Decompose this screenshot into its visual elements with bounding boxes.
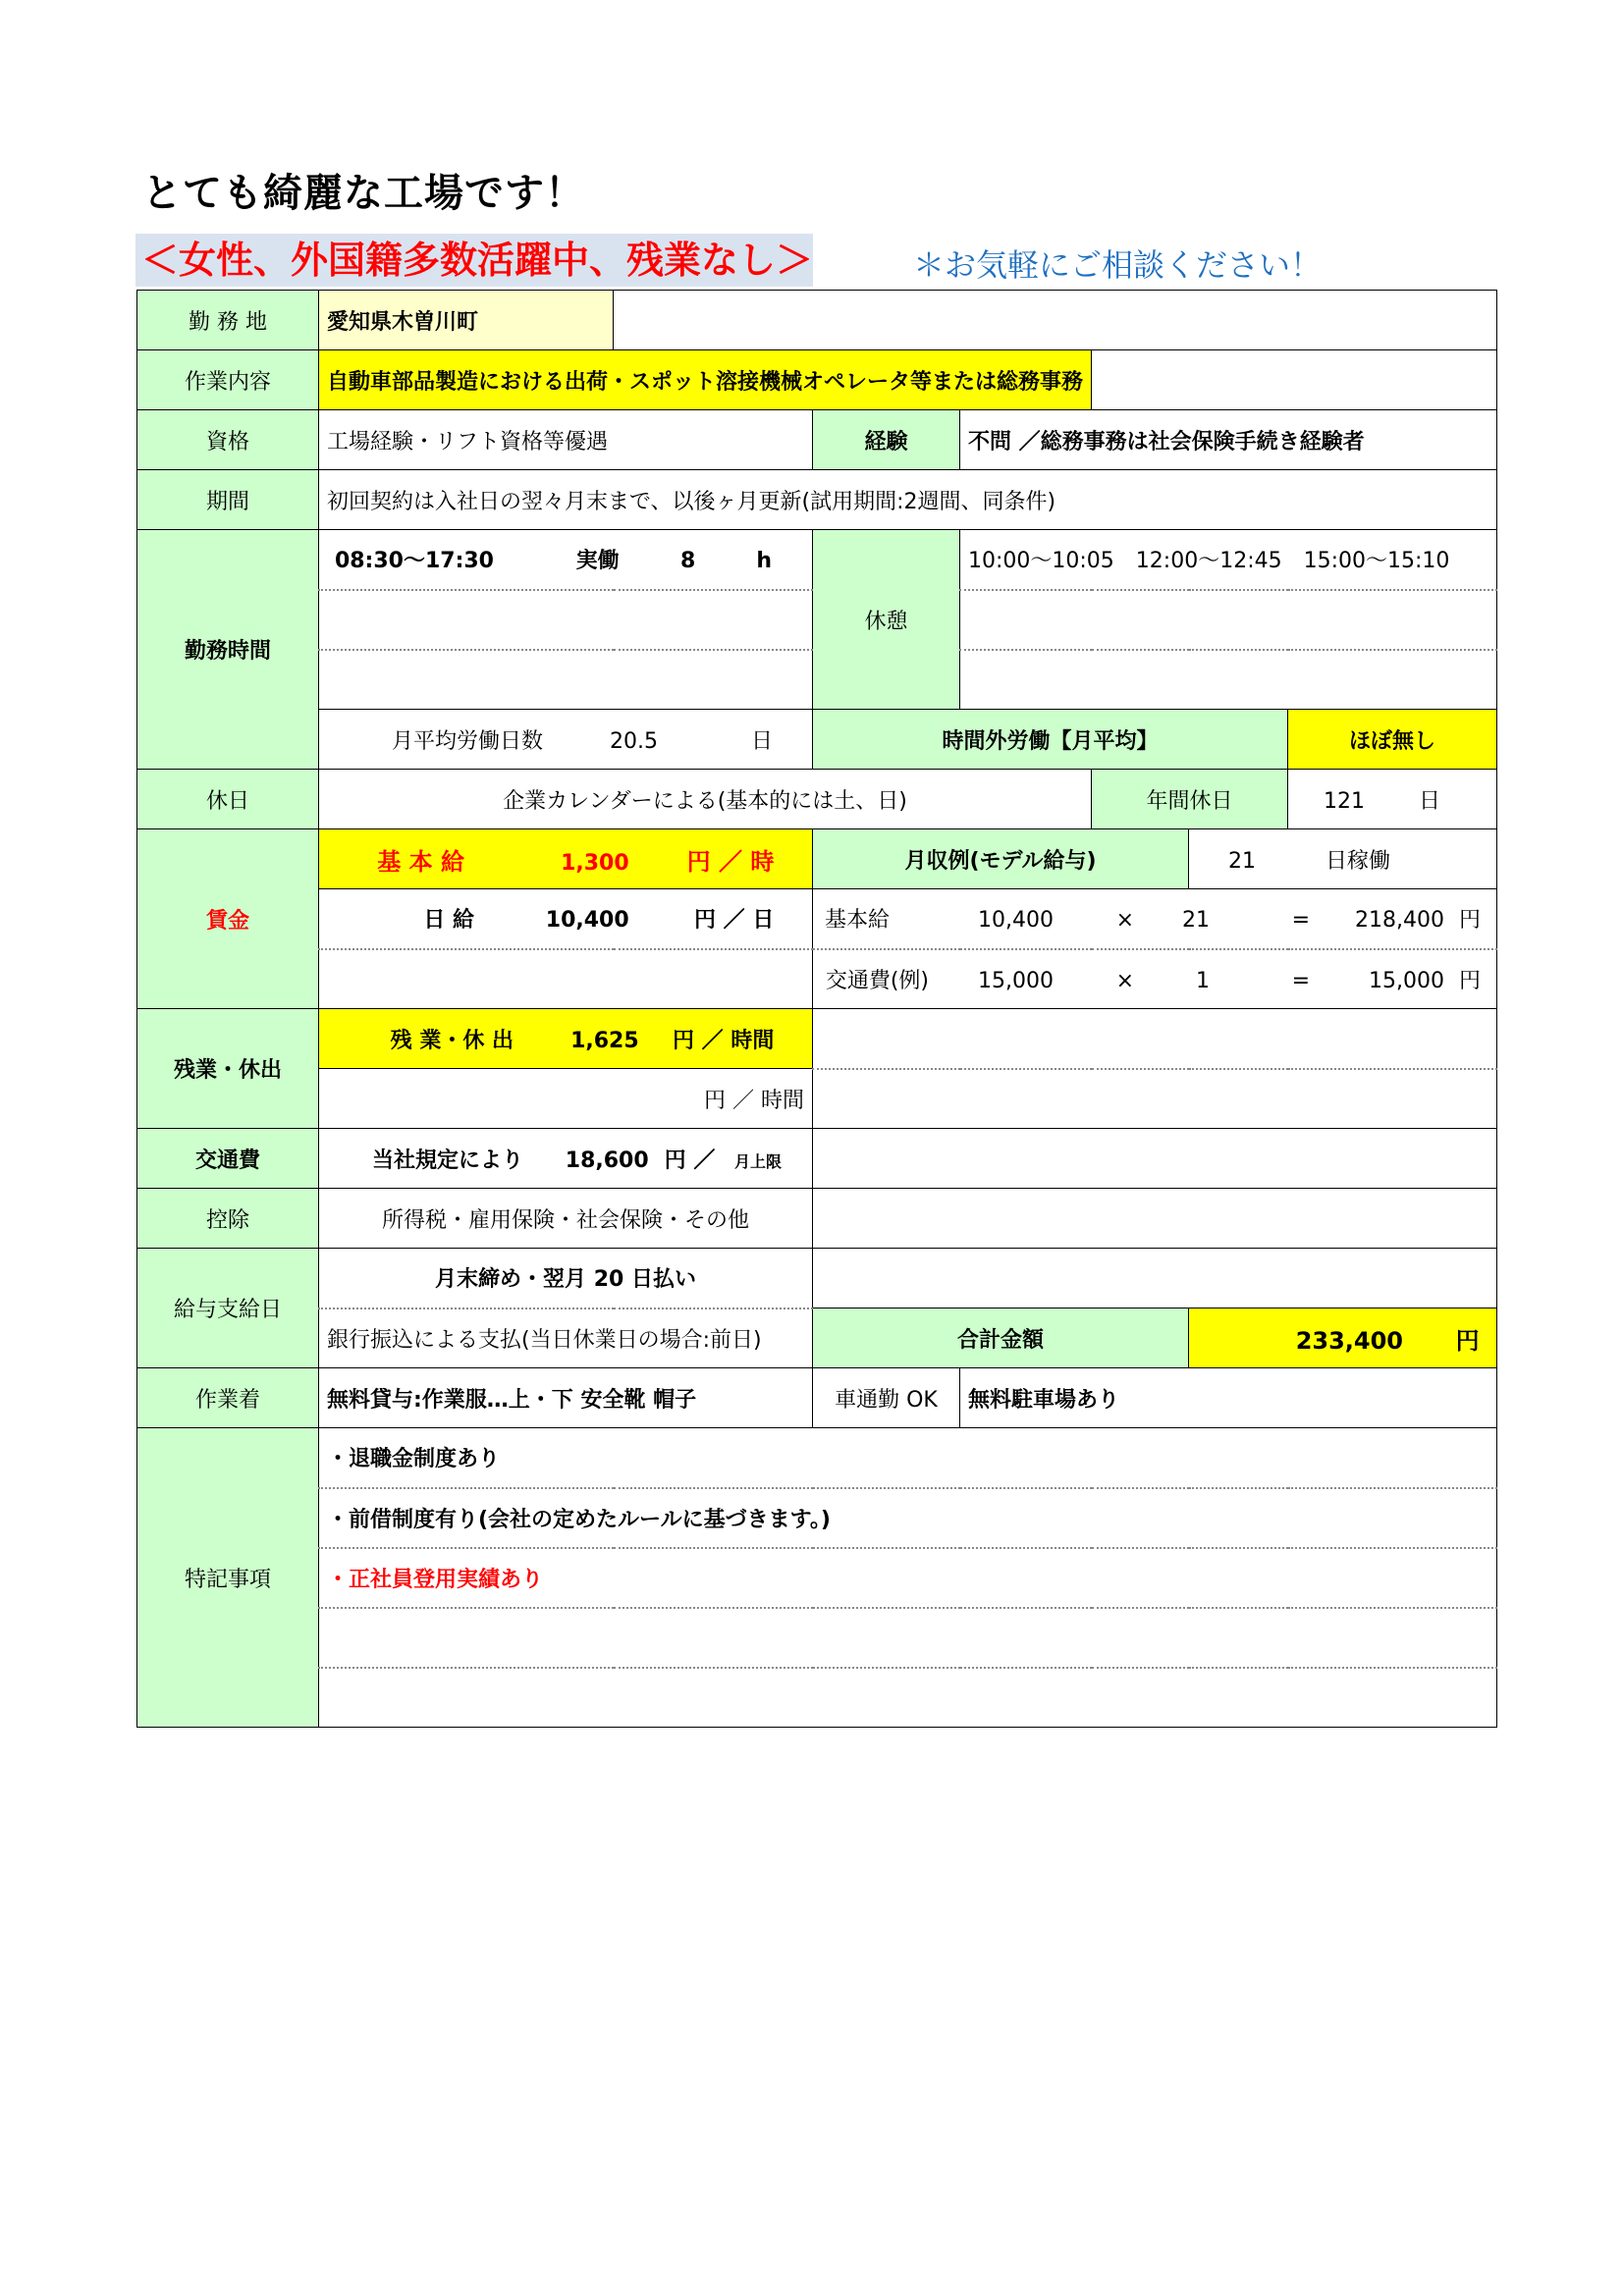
contact-note: ＊お気軽にご相談ください！	[913, 246, 1323, 284]
deduction-value: 所得税・雇用保険・社会保険・その他	[319, 1189, 813, 1249]
model-salary-label: 月収例(モデル給与)	[813, 829, 1189, 889]
annual-holiday-label: 年間休日	[1092, 770, 1288, 829]
work-hours-label: 勤務時間	[137, 530, 319, 770]
row-notes-4	[137, 1608, 1497, 1668]
note-item: ・前借制度有り(会社の定めたルールに基づきます。)	[319, 1488, 1497, 1548]
payday-value: 月末締め・翌月 20 日払い	[319, 1249, 813, 1308]
annual-holiday-unit: 日	[1418, 788, 1440, 814]
transport-label: 交通費	[137, 1129, 319, 1189]
overtime-unit: 円 ／ 時間	[673, 1028, 775, 1053]
row-wage-1	[137, 829, 1497, 889]
work-content-label: 作業内容	[137, 350, 319, 410]
row-overtime-2	[137, 1069, 1497, 1129]
row-transport	[137, 1129, 1497, 1189]
overtime-avg-label: 時間外労働【月平均】	[813, 710, 1288, 770]
model-row-name: 交通費(例)	[825, 968, 929, 993]
row-payday-2	[137, 1308, 1497, 1368]
avg-days	[319, 710, 813, 770]
wage-label: 賃金	[137, 829, 319, 1009]
overtime-avg-value: ほぼ無し	[1288, 710, 1497, 770]
payday-label: 給与支給日	[137, 1249, 319, 1368]
model-row-qty: 21	[1182, 908, 1210, 934]
work-content-value: 自動車部品製造における出荷・スポット溶接機械オペレータ等または総務事務	[319, 350, 1092, 410]
parking: 無料駐車場あり	[960, 1368, 1497, 1428]
uniform-value: 無料貸与:作業服…上・下 安全靴 帽子	[319, 1368, 813, 1428]
shift-time	[319, 530, 813, 590]
overtime-unit-2: 円 ／ 時間	[319, 1069, 813, 1129]
model-days-value: 21	[1228, 848, 1256, 874]
subtitle-banner: ＜女性、外国籍多数活躍中、残業なし＞	[135, 234, 813, 287]
transport-amount: 18,600	[565, 1148, 649, 1173]
model-row-base	[813, 889, 1497, 949]
period-label: 期間	[137, 470, 319, 530]
location-label: 勤 務 地	[137, 291, 319, 350]
job-info-table	[136, 290, 1497, 1728]
actual-value: 8	[680, 549, 696, 574]
base-pay-unit: 円 ／ 時	[686, 847, 775, 876]
total-label: 合計金額	[813, 1308, 1189, 1368]
transport-text: 当社規定により	[371, 1148, 523, 1173]
deduction-label: 控除	[137, 1189, 319, 1249]
model-row-op: ×	[1115, 908, 1134, 934]
note-item: ・正社員登用実績あり	[319, 1548, 1497, 1608]
base-pay-label: 基 本 給	[377, 847, 464, 876]
holiday-label: 休日	[137, 770, 319, 829]
model-row-amount: 10,400	[978, 908, 1054, 934]
row-qualification	[137, 410, 1497, 470]
actual-label: 実働	[575, 549, 620, 574]
row-deduction	[137, 1189, 1497, 1249]
model-row-name: 基本給	[824, 908, 890, 934]
overtime-value: 1,625	[570, 1028, 639, 1053]
bank-transfer: 銀行振込による支払(当日休業日の場合:前日)	[319, 1308, 813, 1368]
daily-pay-label: 日 給	[423, 908, 474, 934]
experience-value: 不問 ／総務事務は社会保険手続き経験者	[960, 410, 1497, 470]
row-work-hours-4	[137, 710, 1497, 770]
row-notes-5	[137, 1668, 1497, 1728]
uniform-label: 作業着	[137, 1368, 319, 1428]
notes-label: 特記事項	[137, 1428, 319, 1728]
note-item: ・退職金制度あり	[319, 1428, 1497, 1488]
total-value: 233,400	[1295, 1326, 1403, 1355]
daily-pay	[319, 889, 813, 949]
model-row-amount: 15,000	[978, 968, 1054, 993]
annual-holiday-value: 121	[1324, 788, 1365, 814]
row-wage-3	[137, 949, 1497, 1009]
total-unit: 円	[1455, 1326, 1480, 1355]
base-pay	[319, 829, 813, 889]
annual-holiday	[1288, 770, 1497, 829]
model-row-qty: 1	[1196, 968, 1210, 993]
break-label: 休憩	[813, 530, 960, 710]
car-commute: 車通勤 OK	[813, 1368, 960, 1428]
total	[1189, 1308, 1497, 1368]
experience-label: 経験	[813, 410, 960, 470]
row-notes-1	[137, 1428, 1497, 1488]
model-row-unit: 円	[1458, 908, 1481, 934]
avg-days-unit: 日	[750, 728, 773, 754]
daily-pay-value: 10,400	[545, 908, 629, 934]
base-pay-value: 1,300	[561, 850, 629, 876]
row-work-content	[137, 350, 1497, 410]
model-days-unit: 日稼働	[1325, 848, 1390, 874]
shift-value: 08:30〜17:30	[334, 549, 494, 574]
actual-unit: h	[756, 549, 773, 574]
qualification-value: 工場経験・リフト資格等優遇	[319, 410, 813, 470]
row-work-hours-1	[137, 530, 1497, 590]
row-notes-3	[137, 1548, 1497, 1608]
period-value: 初回契約は入社日の翌々月末まで、以後ヶ月更新(試用期間:2週間、同条件)	[319, 470, 1497, 530]
row-wage-2	[137, 889, 1497, 949]
model-days	[1189, 829, 1497, 889]
model-row-transport	[813, 949, 1497, 1009]
row-uniform	[137, 1368, 1497, 1428]
model-row-eq: =	[1291, 968, 1310, 993]
daily-pay-unit: 円 ／ 日	[694, 908, 775, 934]
overtime-pay	[319, 1009, 813, 1069]
row-holiday	[137, 770, 1497, 829]
transport-value	[319, 1129, 813, 1189]
row-notes-2	[137, 1488, 1497, 1548]
row-overtime-1	[137, 1009, 1497, 1069]
model-row-eq: =	[1291, 908, 1310, 934]
holiday-value: 企業カレンダーによる(基本的には土、日)	[319, 770, 1092, 829]
avg-days-label: 月平均労働日数	[391, 728, 543, 754]
transport-unit: 円 ／	[664, 1148, 716, 1173]
break-value: 10:00〜10:05 12:00〜12:45 15:00〜15:10	[960, 530, 1497, 590]
page-title: とても綺麗な工場です！	[142, 171, 585, 216]
row-location	[137, 291, 1497, 350]
avg-days-value: 20.5	[610, 728, 658, 754]
overtime-label: 残業・休出	[137, 1009, 319, 1129]
model-row-unit: 円	[1458, 968, 1481, 993]
qualification-label: 資格	[137, 410, 319, 470]
transport-limit: 月上限	[734, 1151, 783, 1171]
overtime-name: 残 業・休 出	[390, 1028, 514, 1053]
model-row-total: 218,400	[1355, 908, 1444, 934]
location-value: 愛知県木曽川町	[319, 291, 614, 350]
model-row-total: 15,000	[1369, 968, 1444, 993]
model-row-op: ×	[1115, 968, 1134, 993]
row-period	[137, 470, 1497, 530]
row-payday-1	[137, 1249, 1497, 1308]
